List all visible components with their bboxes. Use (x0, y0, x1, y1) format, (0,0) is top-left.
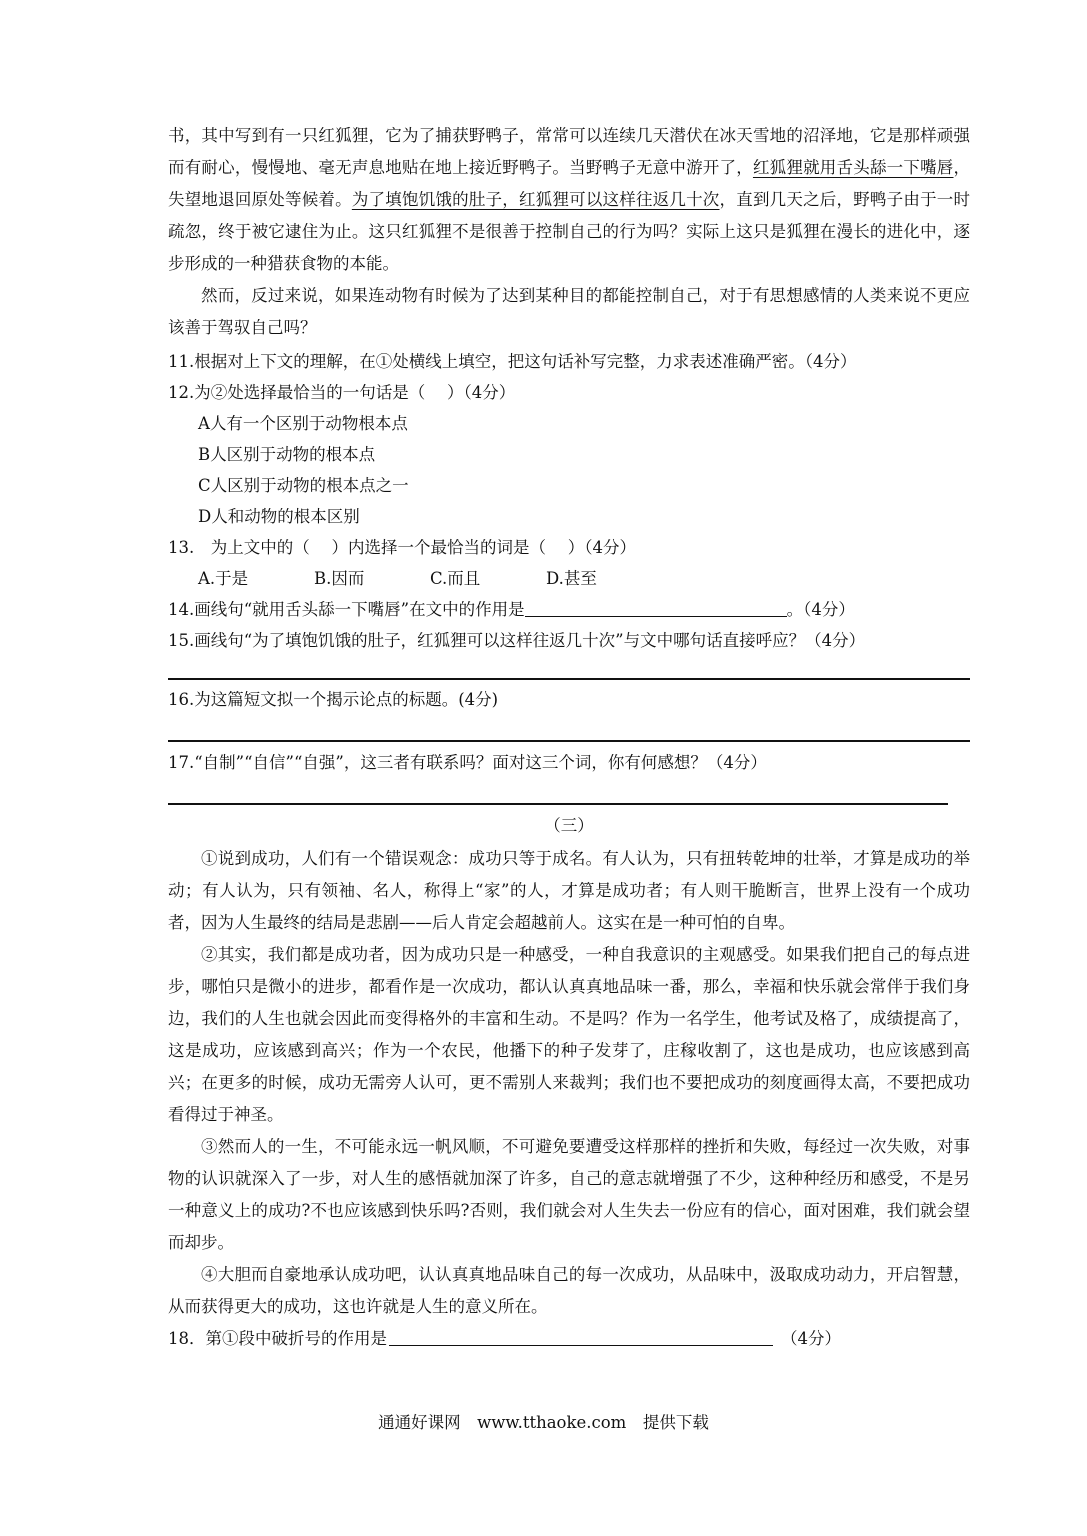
question-16: 16.为这篇短文拟一个揭示论点的标题。(4分) (168, 690, 499, 709)
answer-blank[interactable] (525, 598, 787, 617)
passage-paragraph: ③然而人的一生，不可能永远一帆风顺，不可避免要遭受这样那样的挫折和失败，每经过一次失败，对事物的认识就深入了一步，对人生的感悟就加深了许多，自己的意志就增强了不少，这种种经历和感受，不是另一种意义上的成功?不也应该感到快乐吗?否则，我们就会对人生失去一份应有的信心，面对困难，我们就会望而却步。 (168, 1137, 970, 1252)
question-14: 14.画线句“就用舌头舔一下嘴唇”在文中的作用是 。（4分） (168, 600, 855, 619)
question-13: 13. 为上文中的（ ）内选择一个最恰当的词是（ ）（4分） (168, 538, 636, 557)
question-11: 11.根据对上下文的理解，在①处横线上填空，把这句话补写完整，力求表述准确严密。（4分） (168, 352, 857, 371)
option: D.甚至 (546, 569, 597, 588)
question-12: 12.为②处选择最恰当的一句话是（ ）（4分） (168, 383, 516, 402)
answer-line[interactable] (168, 803, 948, 805)
option: C人区别于动物的根本点之一 (198, 476, 409, 495)
option: A.于是 (198, 569, 249, 588)
question-18: 18．第①段中破折号的作用是 （4分） (168, 1329, 841, 1348)
passage-paragraph: ④大胆而自豪地承认成功吧，认认真真地品味自己的每一次成功，从品味中，汲取成功动力，开启智慧，从而获得更大的成功，这也许就是人生的意义所在。 (168, 1265, 970, 1316)
passage-paragraph: 然而，反过来说，如果连动物有时候为了达到某种目的都能控制自己，对于有思想感情的人类来说不更应该善于驾驭自己吗？ (168, 286, 970, 337)
page-content (168, 120, 970, 1354)
passage-paragraph: ②其实，我们都是成功者，因为成功只是一种感受，一种自我意识的主观感受。如果我们把自己的每点进步，哪怕只是微小的进步，都看作是一次成功，都认认真真地品味一番，那么，幸福和快乐就会常伴于我们身边，我们的人生也就会因此而变得格外的丰富和生动。不是吗？作为一名学生，他考试及格了，成绩提高了，这是成功，应该感到高兴；作为一个农民，他播下的种子发芽了，庄稼收割了，这也是成功，也应该感到高兴；在更多的时候，成功无需旁人认可，更不需别人来裁判；我们也不要把成功的刻度画得太高，不要把成功看得过于神圣。 (168, 945, 970, 1124)
options-row (168, 563, 970, 594)
underlined-sentence-1: 红狐狸就用舌头舔一下嘴唇 (752, 158, 954, 177)
option: A人有一个区别于动物根本点 (198, 414, 408, 433)
question-17: 17.“自制”“自信”“自强”，这三者有联系吗？面对这三个词，你有何感想？（4分） (168, 753, 767, 772)
answer-line[interactable] (168, 740, 970, 742)
footer-credit: 通通好课网 www.tthaoke.com 提供下载 (378, 1413, 709, 1432)
option: C.而且 (430, 569, 481, 588)
passage-paragraph: 书，其中写到有一只红狐狸，它为了捕获野鸭子，常常可以连续几天潜伏在冰天雪地的沼泽地，它是那样顽强而有耐心，慢慢地、毫无声息地贴在地上接近野鸭子。当野鸭子无意中游开了，红狐狸就用舌头舔一下嘴唇，失望地退回原处等候着。为了填饱饥饿的肚子，红狐狸可以这样往返几十次，直到几天之后，野鸭子由于一时疏忽，终于被它逮住为止。这只红狐狸不是很善于控制自己的行为吗？实际上这只是狐狸在漫长的进化中，逐步形成的一种猎获食物的本能。 (168, 126, 971, 273)
option: B人区别于动物的根本点 (198, 445, 376, 464)
option: D人和动物的根本区别 (198, 507, 360, 526)
answer-blank[interactable] (389, 1327, 773, 1346)
answer-line[interactable] (168, 678, 970, 680)
question-15: 15.画线句“为了填饱饥饿的肚子，红狐狸可以这样往返几十次”与文中哪句话直接呼应？（4分） (168, 631, 866, 650)
underlined-sentence-2: 为了填饱饥饿的肚子，红狐狸可以这样往返几十次 (351, 190, 720, 209)
section-heading: （三） (544, 816, 594, 835)
passage-paragraph: ①说到成功，人们有一个错误观念：成功只等于成名。有人认为，只有扭转乾坤的壮举，才算是成功的举动；有人认为，只有领袖、名人，称得上“家”的人，才算是成功者；有人则干脆断言，世界上没有一个成功者，因为人生最终的结局是悲剧——后人肯定会超越前人。这实在是一种可怕的自卑。 (168, 849, 970, 932)
option: B.因而 (314, 569, 365, 588)
